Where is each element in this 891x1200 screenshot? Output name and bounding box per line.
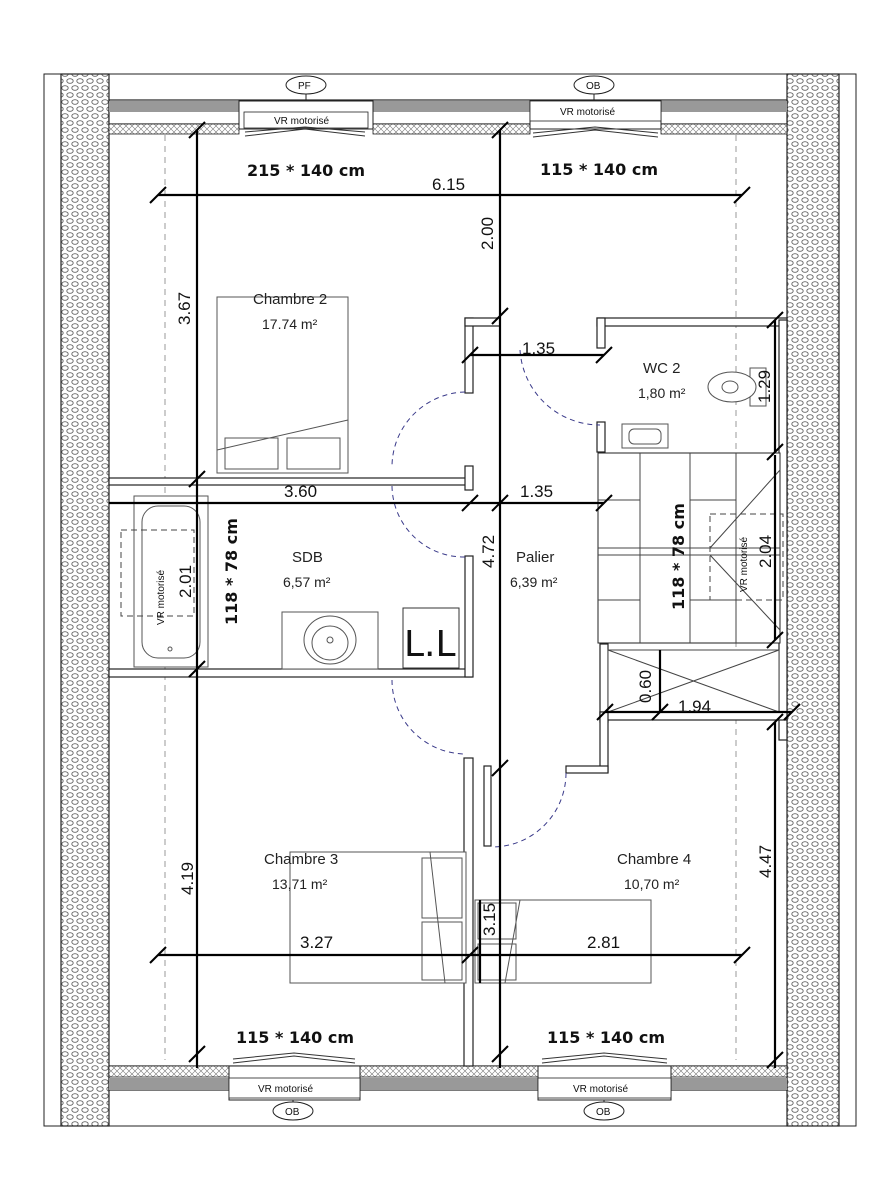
window-size-top-left: 215 * 140 cm [247, 161, 366, 180]
wc-basin [622, 424, 668, 448]
bottom-wall [109, 1066, 787, 1090]
window-top-right-shutter: VR motorisé [560, 107, 616, 118]
window-size-sdb-roof: 118 * 78 cm [222, 518, 241, 625]
window-bottom-left-shutter: VR motorisé [258, 1084, 314, 1095]
room-area-chambre3: 13,71 m² [272, 876, 328, 892]
roof-window-stair-shutter: VR motorisé [739, 536, 750, 592]
window-size-stair-roof: 118 * 78 cm [669, 503, 688, 610]
room-area-wc2: 1,80 m² [638, 385, 686, 401]
room-name-wc2: WC 2 [643, 360, 681, 377]
dim-left-lower-height: 4.19 [178, 861, 197, 895]
room-area-palier: 6,39 m² [510, 574, 558, 590]
room-name-sdb: SDB [292, 549, 323, 566]
staircase [598, 453, 780, 643]
room-name-palier: Palier [516, 549, 555, 566]
dim-right-lower-height: 4.47 [756, 844, 775, 878]
dim-closet-height: 0.60 [636, 669, 655, 703]
dim-palier-height: 4.72 [479, 534, 498, 568]
room-name-chambre2: Chambre 2 [253, 291, 328, 308]
room-name-chambre3: Chambre 3 [264, 851, 339, 868]
dim-chambre4-width: 2.81 [587, 933, 621, 952]
top-wall [109, 100, 787, 134]
washbasin [282, 612, 378, 669]
window-top-left-shutter: VR motorisé [274, 116, 330, 127]
bed-chambre4 [475, 900, 651, 983]
dim-stair-width: 2.04 [756, 534, 775, 568]
window-size-bottom-right: 115 * 140 cm [547, 1028, 666, 1047]
window-bottom-right-shutter: VR motorisé [573, 1084, 629, 1095]
window-top-left-tag: PF [298, 81, 311, 92]
dim-bath-length: 2.01 [176, 564, 195, 598]
window-top-right-tag: OB [586, 81, 601, 92]
dim-palier-width: 1.35 [520, 482, 554, 501]
dim-top-width: 6.15 [432, 175, 466, 194]
roof-window-sdb-shutter: VR motorisé [156, 569, 167, 625]
window-size-top-right: 115 * 140 cm [540, 160, 659, 179]
window-size-bottom-left: 115 * 140 cm [236, 1028, 355, 1047]
window-bottom-right-tag: OB [596, 1107, 611, 1118]
room-name-chambre4: Chambre 4 [617, 851, 692, 868]
room-area-sdb: 6,57 m² [283, 574, 331, 590]
window-bottom-left-tag: OB [285, 1107, 300, 1118]
dim-wc-width: 1.35 [522, 339, 556, 358]
bed-chambre3 [290, 852, 466, 983]
right-gable-wall [787, 74, 839, 1126]
dim-chambre3-width: 3.27 [300, 933, 334, 952]
room-area-chambre4: 10,70 m² [624, 876, 680, 892]
left-gable-wall [61, 74, 109, 1126]
dim-closet-width: 1.94 [678, 697, 712, 716]
room-area-chambre2: 17.74 m² [262, 316, 318, 332]
dim-corridor-width: 3.15 [480, 902, 499, 936]
dim-wc-height: 1.29 [755, 369, 774, 403]
dim-center-upper-height: 2.00 [478, 216, 497, 250]
dim-left-upper-height: 3.67 [175, 291, 194, 325]
dim-sdb-width: 3.60 [284, 482, 318, 501]
laundry-label: L.L [404, 624, 456, 665]
